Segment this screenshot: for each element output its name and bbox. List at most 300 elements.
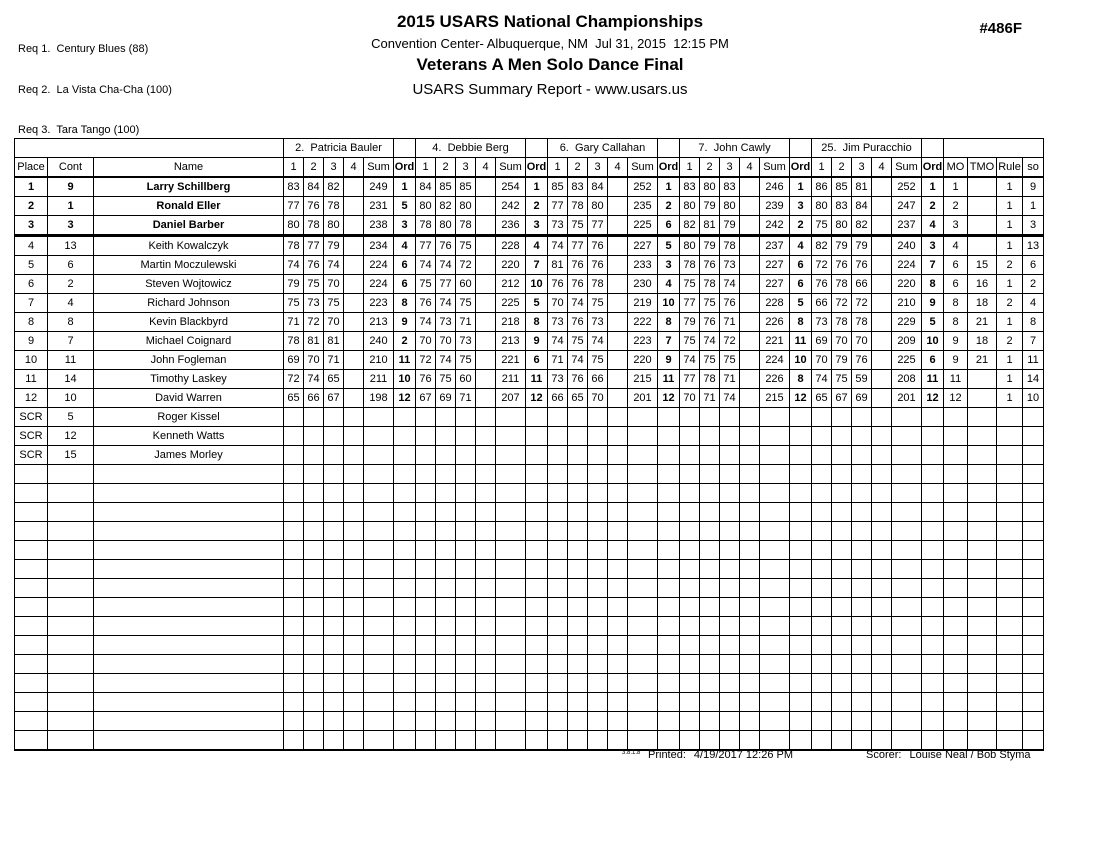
- ord-cell: [790, 617, 812, 636]
- rule-cell: [997, 503, 1023, 522]
- place-cell: [15, 503, 48, 522]
- name-cell: [94, 731, 284, 751]
- score-cell: 78: [680, 256, 700, 275]
- score-cell: [680, 560, 700, 579]
- name-cell: [94, 693, 284, 712]
- place-cell: 6: [15, 275, 48, 294]
- score-cell: 77: [568, 236, 588, 256]
- ord-cell: 2: [658, 197, 680, 216]
- score-cell: 72: [812, 256, 832, 275]
- score-cell: 77: [436, 275, 456, 294]
- score-cell: [608, 560, 628, 579]
- column-header: 4: [872, 158, 892, 178]
- empty-row: [15, 674, 1044, 693]
- sum-cell: 201: [628, 389, 658, 408]
- sum-cell: [496, 636, 526, 655]
- score-cell: 75: [284, 294, 304, 313]
- empty-row: [15, 541, 1044, 560]
- score-cell: [304, 503, 324, 522]
- sum-cell: [760, 731, 790, 751]
- so-cell: [1023, 541, 1044, 560]
- sum-cell: [628, 408, 658, 427]
- skater-row: [15, 294, 1044, 313]
- score-cell: [304, 693, 324, 712]
- score-cell: [324, 579, 344, 598]
- cont-cell: [48, 674, 94, 693]
- sum-cell: [628, 465, 658, 484]
- score-cell: 84: [852, 197, 872, 216]
- score-cell: 78: [304, 216, 324, 236]
- score-cell: 72: [720, 332, 740, 351]
- score-cell: 75: [456, 351, 476, 370]
- sum-cell: [364, 693, 394, 712]
- ord-cell: 3: [658, 256, 680, 275]
- score-cell: [608, 370, 628, 389]
- score-cell: [812, 655, 832, 674]
- score-cell: [608, 275, 628, 294]
- sum-cell: [364, 579, 394, 598]
- score-cell: [700, 560, 720, 579]
- tmo-cell: 15: [968, 256, 997, 275]
- skater-row: [15, 197, 1044, 216]
- cont-cell: 12: [48, 427, 94, 446]
- score-cell: 66: [588, 370, 608, 389]
- ord-cell: [922, 693, 944, 712]
- cont-cell: 7: [48, 332, 94, 351]
- so-cell: [1023, 655, 1044, 674]
- score-cell: [344, 560, 364, 579]
- so-cell: [1023, 465, 1044, 484]
- sum-cell: 228: [496, 236, 526, 256]
- place-cell: [15, 560, 48, 579]
- tmo-cell: [968, 236, 997, 256]
- ord-cell: 4: [922, 216, 944, 236]
- place-cell: 4: [15, 236, 48, 256]
- sum-cell: [496, 503, 526, 522]
- score-cell: [284, 598, 304, 617]
- cont-cell: [48, 503, 94, 522]
- sum-cell: 211: [364, 370, 394, 389]
- score-cell: [344, 503, 364, 522]
- name-cell: [94, 579, 284, 598]
- score-cell: [344, 216, 364, 236]
- score-cell: 74: [436, 256, 456, 275]
- score-cell: [588, 731, 608, 751]
- score-cell: [720, 522, 740, 541]
- score-cell: [436, 617, 456, 636]
- score-cell: [852, 522, 872, 541]
- ord-cell: [394, 522, 416, 541]
- sum-cell: 201: [892, 389, 922, 408]
- sum-cell: [364, 598, 394, 617]
- score-cell: [812, 674, 832, 693]
- score-cell: [568, 408, 588, 427]
- score-cell: [740, 351, 760, 370]
- score-cell: 74: [416, 313, 436, 332]
- so-cell: 4: [1023, 294, 1044, 313]
- score-cell: 83: [284, 177, 304, 197]
- score-cell: [476, 617, 496, 636]
- score-cell: [852, 560, 872, 579]
- place-cell: 1: [15, 177, 48, 197]
- tmo-cell: [968, 617, 997, 636]
- sum-cell: [364, 655, 394, 674]
- score-cell: [740, 275, 760, 294]
- score-cell: 75: [588, 294, 608, 313]
- ord-cell: [526, 731, 548, 751]
- ord-cell: [658, 579, 680, 598]
- sum-cell: [892, 655, 922, 674]
- score-cell: [588, 522, 608, 541]
- score-cell: 73: [304, 294, 324, 313]
- tmo-cell: [968, 541, 997, 560]
- sum-cell: 221: [760, 332, 790, 351]
- ord-cell: [922, 408, 944, 427]
- sum-cell: [760, 465, 790, 484]
- score-cell: [344, 427, 364, 446]
- cont-cell: 15: [48, 446, 94, 465]
- ord-cell: [394, 484, 416, 503]
- cont-cell: [48, 579, 94, 598]
- skater-row: [15, 275, 1044, 294]
- sum-cell: 252: [892, 177, 922, 197]
- sum-cell: [892, 541, 922, 560]
- place-cell: [15, 579, 48, 598]
- judge-name-header: 7. John Cawly: [680, 139, 790, 158]
- column-header: Sum: [892, 158, 922, 178]
- score-cell: 80: [680, 236, 700, 256]
- sum-cell: [892, 446, 922, 465]
- score-cell: [852, 598, 872, 617]
- ord-cell: 4: [394, 236, 416, 256]
- score-cell: [324, 636, 344, 655]
- rule-cell: [997, 446, 1023, 465]
- ord-cell: [658, 408, 680, 427]
- score-cell: [568, 522, 588, 541]
- score-cell: [456, 522, 476, 541]
- score-cell: [700, 636, 720, 655]
- column-header: 1: [284, 158, 304, 178]
- sum-cell: [892, 522, 922, 541]
- score-cell: [872, 389, 892, 408]
- score-cell: 78: [568, 197, 588, 216]
- column-header: 4: [608, 158, 628, 178]
- ord-cell: 7: [658, 332, 680, 351]
- so-cell: 6: [1023, 256, 1044, 275]
- place-cell: SCR: [15, 408, 48, 427]
- score-cell: 85: [548, 177, 568, 197]
- sum-cell: 210: [364, 351, 394, 370]
- score-cell: [720, 446, 740, 465]
- score-cell: [344, 541, 364, 560]
- sum-cell: [628, 446, 658, 465]
- score-cell: [872, 579, 892, 598]
- score-cell: [344, 617, 364, 636]
- score-cell: 80: [416, 197, 436, 216]
- tmo-cell: [968, 693, 997, 712]
- score-cell: [872, 655, 892, 674]
- ord-cell: 11: [790, 332, 812, 351]
- score-cell: [680, 655, 700, 674]
- score-cell: 77: [680, 370, 700, 389]
- score-cell: [872, 541, 892, 560]
- score-cell: [344, 351, 364, 370]
- score-cell: [832, 465, 852, 484]
- spacer: [944, 139, 1044, 158]
- score-cell: [344, 712, 364, 731]
- ord-cell: [922, 674, 944, 693]
- empty-row: [15, 579, 1044, 598]
- score-cell: 76: [436, 236, 456, 256]
- column-header: Ord: [394, 158, 416, 178]
- score-cell: 70: [324, 275, 344, 294]
- mo-cell: 8: [944, 294, 968, 313]
- score-cell: [548, 427, 568, 446]
- sum-cell: [496, 427, 526, 446]
- ord-cell: 12: [658, 389, 680, 408]
- column-header: 4: [740, 158, 760, 178]
- name-cell: Michael Coignard: [94, 332, 284, 351]
- score-cell: 82: [852, 216, 872, 236]
- score-cell: [872, 216, 892, 236]
- score-cell: [436, 522, 456, 541]
- ord-cell: [790, 465, 812, 484]
- score-cell: 71: [720, 370, 740, 389]
- mo-cell: 3: [944, 216, 968, 236]
- score-cell: [872, 465, 892, 484]
- score-cell: 80: [324, 216, 344, 236]
- score-cell: [568, 617, 588, 636]
- mo-cell: [944, 408, 968, 427]
- so-cell: 9: [1023, 177, 1044, 197]
- ord-cell: [526, 693, 548, 712]
- score-cell: 78: [324, 197, 344, 216]
- score-cell: [852, 408, 872, 427]
- name-cell: Roger Kissel: [94, 408, 284, 427]
- sum-cell: 224: [892, 256, 922, 275]
- requirement-line: Req 2. La Vista Cha-Cha (100): [18, 83, 172, 96]
- score-cell: 74: [588, 332, 608, 351]
- sum-cell: [364, 427, 394, 446]
- score-cell: [852, 541, 872, 560]
- score-cell: [740, 560, 760, 579]
- sum-cell: [496, 446, 526, 465]
- ord-cell: [790, 541, 812, 560]
- ord-cell: 10: [526, 275, 548, 294]
- score-cell: [608, 693, 628, 712]
- score-cell: [608, 216, 628, 236]
- cont-cell: [48, 560, 94, 579]
- ord-cell: [394, 427, 416, 446]
- score-cell: [416, 693, 436, 712]
- score-cell: 76: [416, 370, 436, 389]
- score-cell: [304, 674, 324, 693]
- score-cell: 75: [700, 351, 720, 370]
- score-cell: [304, 484, 324, 503]
- sum-cell: [628, 541, 658, 560]
- score-cell: 65: [324, 370, 344, 389]
- sum-cell: 233: [628, 256, 658, 275]
- column-header: 2: [568, 158, 588, 178]
- score-cell: [436, 579, 456, 598]
- score-cell: [456, 446, 476, 465]
- score-cell: [416, 579, 436, 598]
- sum-cell: [892, 503, 922, 522]
- score-cell: [548, 655, 568, 674]
- sum-cell: 247: [892, 197, 922, 216]
- score-cell: [568, 731, 588, 751]
- score-cell: 70: [416, 332, 436, 351]
- ord-cell: [922, 598, 944, 617]
- score-cell: 81: [700, 216, 720, 236]
- score-cell: [476, 370, 496, 389]
- score-cell: 85: [436, 177, 456, 197]
- column-header: Sum: [364, 158, 394, 178]
- rule-cell: 2: [997, 332, 1023, 351]
- ord-cell: 10: [658, 294, 680, 313]
- cont-cell: 3: [48, 216, 94, 236]
- sum-cell: [892, 560, 922, 579]
- score-cell: [872, 177, 892, 197]
- ord-cell: [658, 522, 680, 541]
- score-cell: [700, 712, 720, 731]
- score-cell: [476, 256, 496, 275]
- skater-row: [15, 236, 1044, 256]
- sum-cell: [496, 579, 526, 598]
- score-cell: 72: [284, 370, 304, 389]
- column-header: 2: [436, 158, 456, 178]
- cont-cell: [48, 693, 94, 712]
- sum-cell: 225: [628, 216, 658, 236]
- score-cell: [832, 503, 852, 522]
- tmo-cell: [968, 216, 997, 236]
- score-cell: 81: [852, 177, 872, 197]
- score-cell: [548, 465, 568, 484]
- score-cell: 78: [284, 236, 304, 256]
- score-cell: [476, 236, 496, 256]
- ord-cell: 4: [526, 236, 548, 256]
- score-cell: [304, 579, 324, 598]
- score-cell: [456, 408, 476, 427]
- score-cell: [284, 674, 304, 693]
- score-cell: 77: [284, 197, 304, 216]
- score-cell: 77: [548, 197, 568, 216]
- score-cell: 73: [436, 313, 456, 332]
- sum-cell: [628, 617, 658, 636]
- cont-cell: [48, 655, 94, 674]
- score-cell: [852, 731, 872, 751]
- tmo-cell: [968, 370, 997, 389]
- spacer: [394, 139, 416, 158]
- sum-cell: [892, 731, 922, 751]
- sum-cell: [496, 712, 526, 731]
- rule-cell: 2: [997, 294, 1023, 313]
- score-cell: [344, 598, 364, 617]
- ord-cell: 10: [394, 370, 416, 389]
- score-cell: [416, 617, 436, 636]
- score-cell: [324, 465, 344, 484]
- score-cell: [344, 522, 364, 541]
- score-cell: 70: [832, 332, 852, 351]
- place-cell: [15, 598, 48, 617]
- score-cell: [344, 465, 364, 484]
- score-cell: [344, 370, 364, 389]
- sum-cell: [760, 617, 790, 636]
- sum-cell: 224: [364, 256, 394, 275]
- score-cell: [324, 522, 344, 541]
- sum-cell: [628, 427, 658, 446]
- ord-cell: 6: [394, 256, 416, 275]
- score-cell: 66: [812, 294, 832, 313]
- ord-cell: [394, 636, 416, 655]
- sum-cell: 210: [892, 294, 922, 313]
- sum-cell: [364, 617, 394, 636]
- score-cell: 75: [436, 370, 456, 389]
- score-cell: 74: [284, 256, 304, 275]
- score-cell: [588, 465, 608, 484]
- score-cell: [680, 617, 700, 636]
- score-cell: 76: [588, 236, 608, 256]
- score-cell: [812, 465, 832, 484]
- sum-cell: 231: [364, 197, 394, 216]
- score-cell: 69: [284, 351, 304, 370]
- score-cell: [720, 465, 740, 484]
- ord-cell: [790, 408, 812, 427]
- empty-row: [15, 617, 1044, 636]
- score-cell: [872, 370, 892, 389]
- ord-cell: [922, 560, 944, 579]
- sum-cell: [364, 674, 394, 693]
- name-cell: [94, 655, 284, 674]
- score-cell: [304, 731, 324, 751]
- venue-datetime: Convention Center- Albuquerque, NM Jul 31, 2015 12:15 PM: [371, 36, 729, 51]
- score-cell: 73: [456, 332, 476, 351]
- score-cell: [548, 522, 568, 541]
- score-cell: [740, 465, 760, 484]
- ord-cell: [790, 484, 812, 503]
- tmo-cell: 21: [968, 351, 997, 370]
- so-cell: [1023, 503, 1044, 522]
- title-block: [0, 12, 1100, 98]
- score-cell: [344, 294, 364, 313]
- mo-cell: [944, 465, 968, 484]
- rule-cell: [997, 655, 1023, 674]
- score-cell: [344, 275, 364, 294]
- tmo-cell: [968, 427, 997, 446]
- sum-cell: [364, 522, 394, 541]
- cont-cell: 5: [48, 408, 94, 427]
- score-cell: 78: [284, 332, 304, 351]
- score-cell: 76: [568, 256, 588, 275]
- spacer: [922, 139, 944, 158]
- score-cell: 75: [456, 294, 476, 313]
- score-cell: [416, 503, 436, 522]
- rule-cell: [997, 579, 1023, 598]
- score-cell: [832, 712, 852, 731]
- score-cell: [832, 446, 852, 465]
- score-cell: 75: [456, 236, 476, 256]
- empty-row: [15, 503, 1044, 522]
- score-cell: [568, 693, 588, 712]
- score-cell: [304, 560, 324, 579]
- event-name: Veterans A Men Solo Dance Final: [416, 55, 684, 74]
- score-cell: [416, 712, 436, 731]
- judge-name-header: 2. Patricia Bauler: [284, 139, 394, 158]
- place-cell: 2: [15, 197, 48, 216]
- ord-cell: [394, 617, 416, 636]
- score-cell: 80: [812, 197, 832, 216]
- mo-cell: [944, 522, 968, 541]
